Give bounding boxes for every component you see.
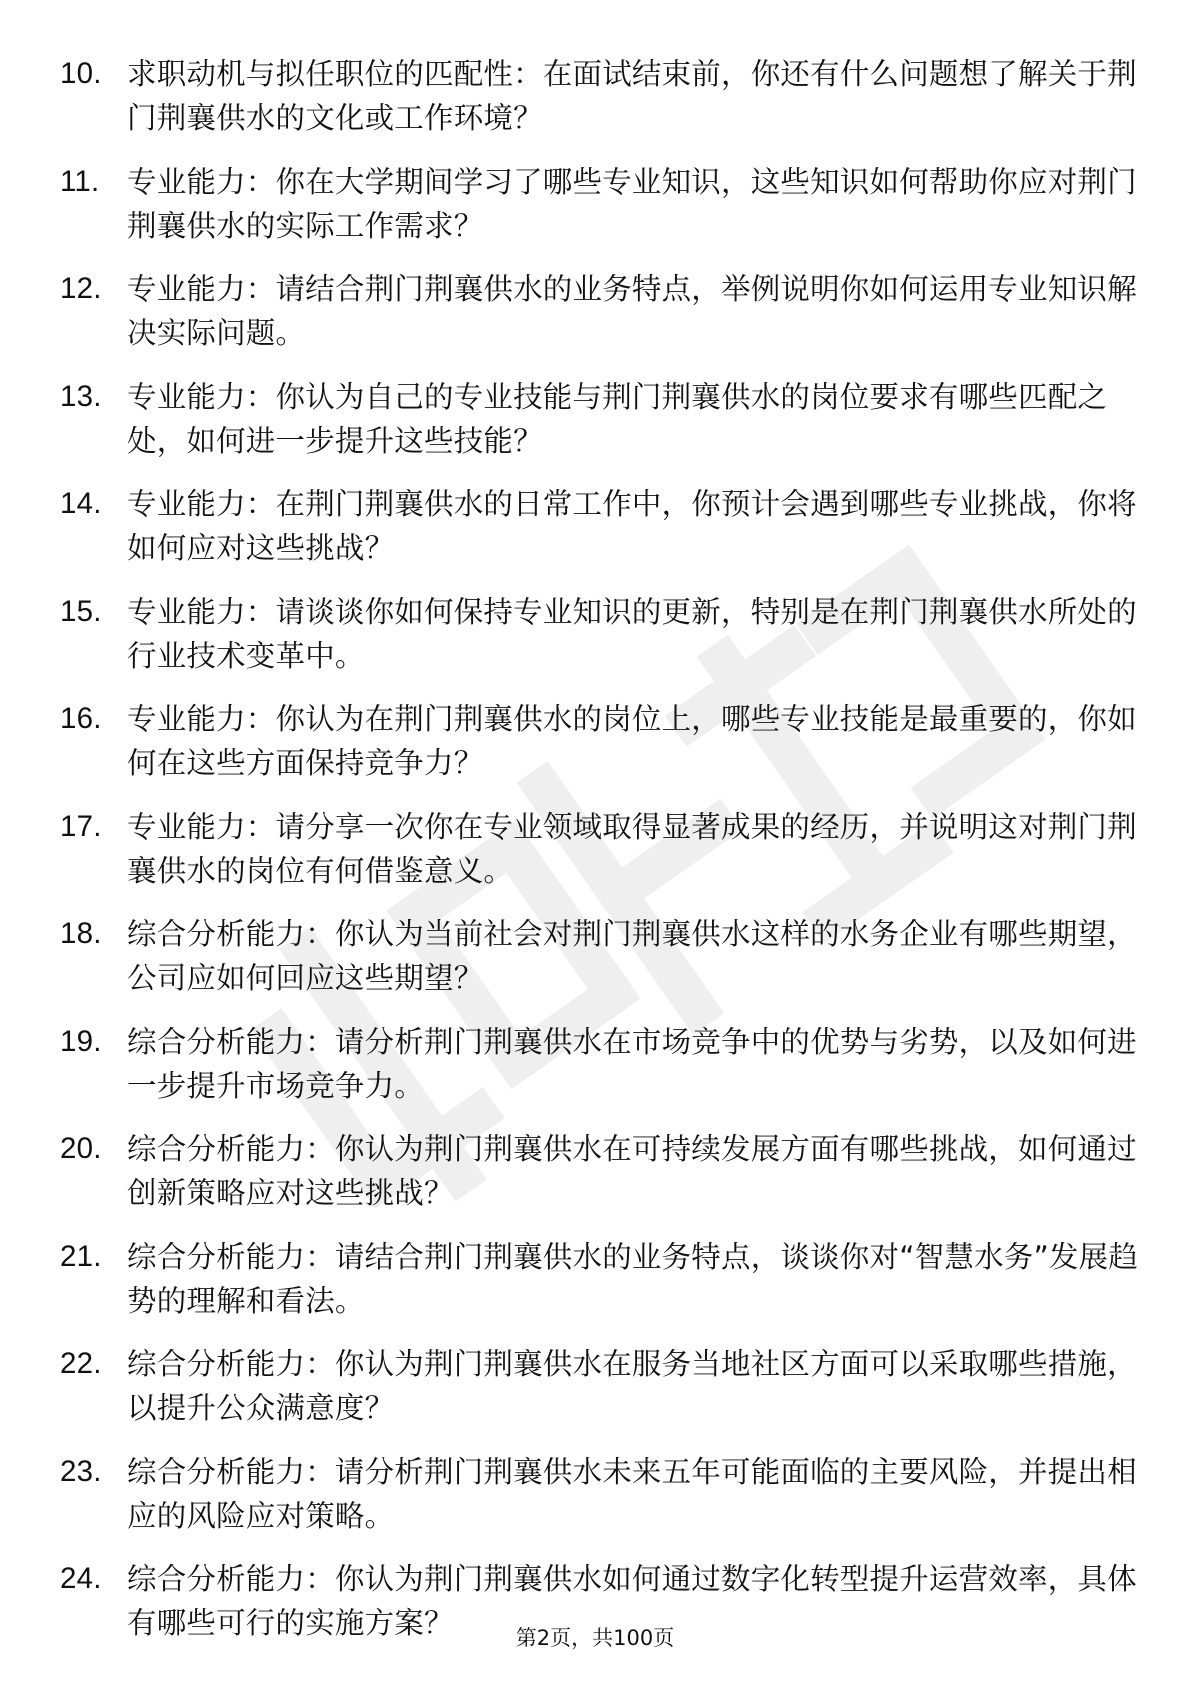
question-text: 专业能力：请分享一次你在专业领域取得显著成果的经历，并说明这对荆门荆襄供水的岗位有何借鉴意义。 xyxy=(127,809,1137,888)
question-item xyxy=(60,375,1140,463)
page-number: 第2页，共100页 xyxy=(515,1626,675,1650)
question-text: 专业能力：你认为在荆门荆襄供水的岗位上，哪些专业技能是最重要的，你如何在这些方面保持竞争力？ xyxy=(127,702,1137,780)
question-text: 综合分析能力：请分析荆门荆襄供水未来五年可能面临的主要风险，并提出相应的风险应对策略。 xyxy=(127,1454,1137,1533)
question-text: 综合分析能力：你认为荆门荆襄供水在服务当地社区方面可以采取哪些措施，以提升公众满意度？ xyxy=(127,1347,1137,1425)
question-item xyxy=(60,805,1140,893)
question-text: 综合分析能力：你认为荆门荆襄供水如何通过数字化转型提升运营效率，具体有哪些可行的实施方案？ xyxy=(127,1562,1137,1640)
question-item xyxy=(60,1450,1140,1538)
question-item xyxy=(60,52,1140,140)
question-text: 综合分析能力：你认为荆门荆襄供水在可持续发展方面有哪些挑战，如何通过创新策略应对这些挑战？ xyxy=(127,1132,1137,1210)
question-number: 22. xyxy=(60,1347,102,1380)
question-number: 19. xyxy=(60,1024,102,1058)
question-number: 14. xyxy=(60,487,102,520)
question-number: 21. xyxy=(60,1239,102,1273)
question-number: 13. xyxy=(60,379,102,413)
question-item xyxy=(60,482,1140,570)
question-text: 专业能力：请结合荆门荆襄供水的业务特点，举例说明你如何运用专业知识解决实际问题。 xyxy=(127,272,1137,350)
question-item xyxy=(60,912,1140,1000)
question-text: 专业能力：你认为自己的专业技能与荆门荆襄供水的岗位要求有哪些匹配之处，如何进一步提升这些技能？ xyxy=(127,379,1108,458)
question-item xyxy=(60,1342,1140,1430)
question-list xyxy=(60,52,1140,1665)
question-item xyxy=(60,697,1140,785)
question-text: 综合分析能力：请结合荆门荆襄供水的业务特点，谈谈你对“智慧水务”发展趋势的理解和看法。 xyxy=(127,1239,1139,1318)
question-text: 综合分析能力：请分析荆门荆襄供水在市场竞争中的优势与劣势，以及如何进一步提升市场竞争力。 xyxy=(127,1024,1137,1103)
question-text: 求职动机与拟任职位的匹配性：在面试结束前，你还有什么问题想了解关于荆门荆襄供水的文化或工作环境？ xyxy=(127,57,1137,135)
question-number: 18. xyxy=(60,917,102,950)
question-number: 17. xyxy=(60,809,102,843)
question-number: 12. xyxy=(60,272,102,305)
question-number: 11. xyxy=(60,164,100,198)
question-number: 10. xyxy=(60,57,102,90)
question-text: 专业能力：在荆门荆襄供水的日常工作中，你预计会遇到哪些专业挑战，你将如何应对这些挑战？ xyxy=(127,487,1137,565)
question-item xyxy=(60,590,1140,678)
question-number: 16. xyxy=(60,702,102,735)
question-text: 专业能力：请谈谈你如何保持专业知识的更新，特别是在荆门荆襄供水所处的行业技术变革中。 xyxy=(127,594,1137,673)
question-text: 专业能力：你在大学期间学习了哪些专业知识，这些知识如何帮助你应对荆门荆襄供水的实际工作需求？ xyxy=(127,164,1137,243)
question-number: 23. xyxy=(60,1454,102,1488)
question-text: 综合分析能力：你认为当前社会对荆门荆襄供水这样的水务企业有哪些期望，公司应如何回应这些期望？ xyxy=(127,917,1137,995)
question-number: 24. xyxy=(60,1562,102,1595)
question-number: 20. xyxy=(60,1132,102,1165)
question-item xyxy=(60,1020,1140,1108)
question-number: 15. xyxy=(60,594,102,628)
question-item xyxy=(60,160,1140,248)
question-item xyxy=(60,1235,1140,1323)
question-item xyxy=(60,267,1140,355)
question-item xyxy=(60,1127,1140,1215)
